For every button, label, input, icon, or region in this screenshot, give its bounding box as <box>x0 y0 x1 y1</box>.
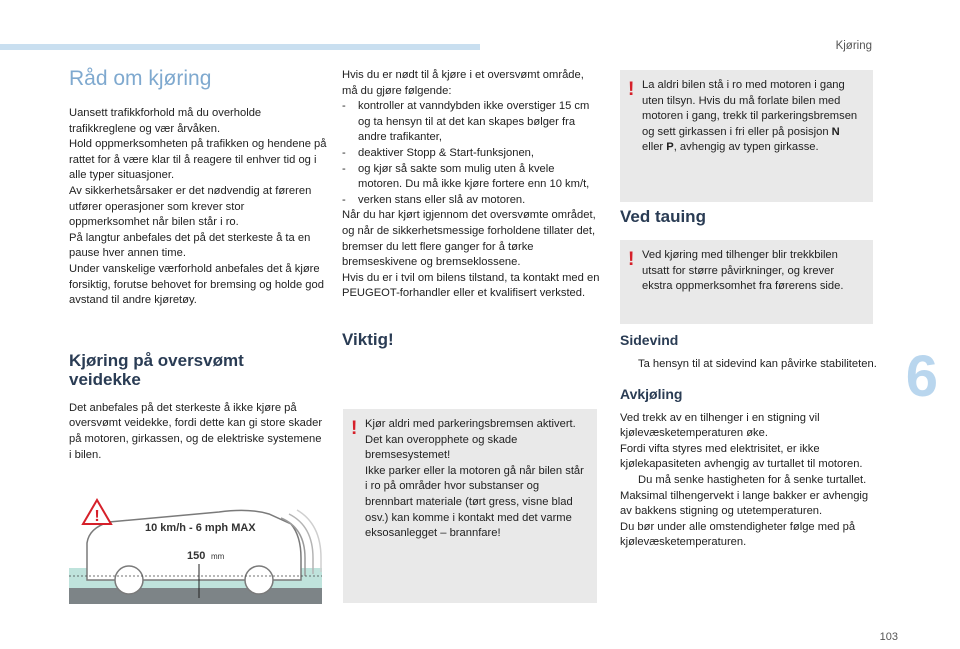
road-surface <box>69 588 322 604</box>
cooling-paragraph: Maksimal tilhengervekt i lange bakker er avhengig av bakkens stigning og utetemperaturen. <box>620 489 869 518</box>
after-flood-paragraph: Hvis du er i tvil om bilens tilstand, ta kontakt med en PEUGEOT-forhandler eller et kvalifisert verksted. <box>342 271 600 300</box>
intro-paragraph: Uansett trafikkforhold må du overholde trafikkreglene og vær årvåken. <box>69 107 262 135</box>
flood-heading-line: veidekke <box>69 369 141 389</box>
list-item <box>342 146 600 162</box>
list-item-text: kontroller at vanndybden ikke overstiger 15 cm og ta hensyn til at det kan skapes bølger fra andre trafikanter, <box>358 100 590 144</box>
list-item-text: Du må senke hastigheten for å senke turtallet. <box>638 473 867 486</box>
warning-text: Ved kjøring med tilhenger blir trekkbilen utsatt for større påvirkninger, og krever ekstra oppmerksomhet fra førerens side. <box>642 249 844 293</box>
flood-paragraph: Det anbefales på det sterkeste å ikke kjøre på oversvømt veidekke, fordi dette kan gi store skader på motoren, girkassen, og de elektriske systemene i bilen. <box>69 401 323 461</box>
cooling-paragraph: Ved trekk av en tilhenger i en stigning vil kjølevæsketemperaturen øke. <box>620 411 820 440</box>
list-item-text: deaktiver Stopp & Start-funksjonen, <box>358 146 534 159</box>
warning-triangle-mark: ! <box>94 508 100 525</box>
top-accent-bar <box>0 44 480 50</box>
intro-paragraph: Under vanskelige værforhold anbefales det å kjøre forsiktig, forutse behovet for bremsing og holde god avstand til andre kjøretøy. <box>69 262 324 307</box>
warning-exclamation-icon: ! <box>628 249 635 270</box>
cooling-heading: Avkjøling <box>620 385 683 402</box>
dash-bullet: - <box>342 146 346 159</box>
page-number: 103 <box>879 631 898 643</box>
cooling-paragraph: Du bør under alle omstendigheter følge med på kjølevæsketemperaturen. <box>620 520 856 549</box>
depth-unit-label: mm <box>211 552 225 561</box>
towing-warning-box <box>620 240 873 324</box>
list-item <box>620 473 878 489</box>
list-item-text: verken stans eller slå av motoren. <box>358 193 526 206</box>
column-right-lower <box>620 331 878 551</box>
list-item <box>342 99 600 146</box>
chapter-number: 6 <box>905 344 938 409</box>
dash-bullet: - <box>342 100 346 113</box>
list-item-text: og kjør så sakte som mulig uten å kvele motoren. Du må ikke kjøre fortere enn 10 km/t, <box>358 162 590 191</box>
speed-limit-label: 10 km/h - 6 mph MAX <box>145 522 256 534</box>
flood-car-illustration <box>69 488 322 604</box>
warning-exclamation-icon: ! <box>628 79 635 100</box>
wheel <box>115 566 143 594</box>
towing-heading: Ved tauing <box>620 207 706 226</box>
gear-n-label: N <box>831 125 840 138</box>
flood-heading-line: Kjøring på oversvømt <box>69 350 244 370</box>
warning-text <box>642 78 863 156</box>
idle-warning-box <box>620 70 873 202</box>
warning-text-part: La aldri bilen stå i ro med motoren i gang uten tilsyn. Hvis du må forlate bilen med motoren i gang, trekk til parkeringsbremsen og sett girkassen i fri eller på posisjon <box>642 79 858 138</box>
flood-instructions-intro: Hvis du er nødt til å kjøre i et oversvømt område, må du gjøre følgende: <box>342 69 584 97</box>
list-item-text: Ta hensyn til at sidevind kan påvirke stabiliteten. <box>638 358 877 370</box>
intro-paragraph: Hold oppmerksomheten på trafikken og hendene på rattet for å være klar til å reagere til enhver tid og i alle typer situasjoner. <box>69 138 327 182</box>
intro-paragraph: På langtur anbefales det på det sterkeste å ta en pause hver annen time. <box>69 231 311 260</box>
section-header: Kjøring <box>835 40 872 52</box>
after-flood-paragraph: Når du har kjørt igjennom det oversvømte området, og når de sikkerhetsmessige forholdene tillater det, bremser du lett flere ganger for å tørke bremseskivene og bremseklossene. <box>342 209 596 269</box>
crosswind-heading: Sidevind <box>620 332 679 348</box>
important-heading: Viktig! <box>342 329 394 349</box>
dash-bullet: - <box>342 193 346 206</box>
important-warning-box <box>343 409 597 603</box>
depth-label: 150 <box>187 550 206 562</box>
warning-text: Ikke parker eller la motoren gå når bilen står i ro på områder hvor substanser og brennbart materiale (tørt gress, visne blad osv.) kan komme i kontakt med det varme eksosanlegget – brannfare! <box>365 464 584 540</box>
intro-paragraph: Av sikkerhetsårsaker er det nødvendig at føreren utfører operasjoner som krever stor oppmerksomhet når bilen står i ro. <box>69 184 312 229</box>
flood-heading <box>69 351 327 389</box>
cooling-paragraph: Fordi vifta styres med elektrisitet, er ikke kjølekapasiteten avhengig av turtallet til motoren. <box>620 442 863 471</box>
gear-p-label: P <box>666 141 674 154</box>
list-item <box>620 357 878 373</box>
list-item <box>342 162 600 193</box>
warning-exclamation-icon: ! <box>351 418 358 439</box>
column-left <box>69 60 327 463</box>
wheel <box>245 566 273 594</box>
warning-text-part: eller <box>642 141 667 154</box>
page-title: Råd om kjøring <box>69 67 212 90</box>
dash-bullet: - <box>342 162 346 175</box>
warning-text: Kjør aldri med parkeringsbremsen aktivert. Det kan overopphete og skade bremsesystemet! <box>365 418 576 462</box>
warning-text-part: , avhengig av typen girkasse. <box>673 141 819 154</box>
list-item <box>342 193 600 209</box>
column-middle <box>342 68 600 350</box>
